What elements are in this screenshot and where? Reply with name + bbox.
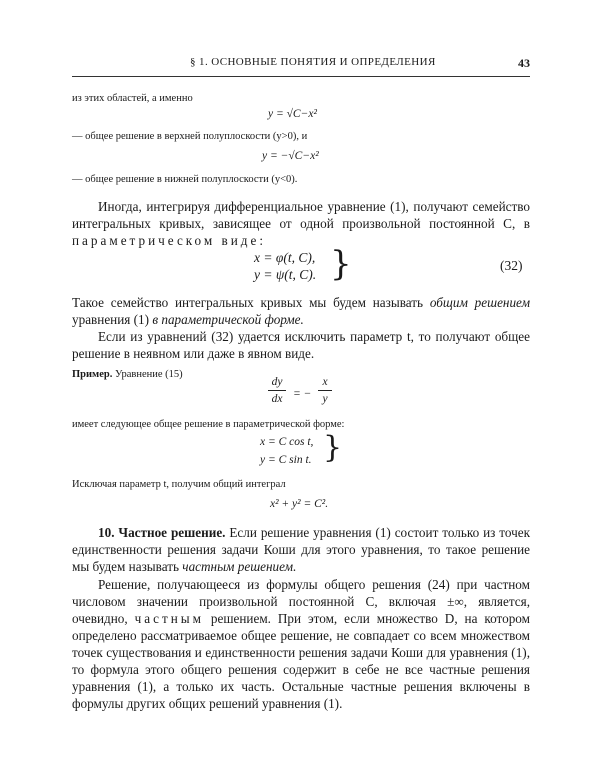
paragraph-parametric (72, 198, 530, 249)
denominator-y: y (322, 393, 328, 405)
equation-number: (32) (500, 258, 523, 273)
header-title: § 1. ОСНОВНЫЕ ПОНЯТИЯ И ОПРЕДЕЛЕНИЯ (190, 56, 436, 68)
equals-minus: = − (293, 388, 312, 400)
line-regions: из этих областей, а именно (72, 93, 193, 104)
right-brace-icon-2: } (323, 430, 343, 465)
example-eliminate: Исключая параметр t, получим общий интеграл (72, 479, 286, 490)
example-formula-y: y = C sin t. (260, 454, 312, 466)
section-10-title: 10. Частное решение. (98, 525, 226, 540)
p4-spaced: частным (134, 611, 204, 626)
right-brace-icon: } (330, 244, 352, 284)
p2-italic-2: в параметрической форме. (152, 312, 304, 327)
equation-32-x: x = φ(t, C), (254, 250, 316, 265)
paragraph-particular (72, 576, 530, 712)
example-label: Пример. (72, 369, 113, 380)
numerator-dy: dy (271, 376, 283, 388)
p2-text-a: Такое семейство интегральных кривых мы будем называть (72, 295, 424, 310)
example-intro (72, 368, 530, 382)
fraction-dy-dx (268, 376, 286, 405)
paragraph-eliminate: Если из уравнений (32) удается исключить параметр t, то получают общее решение в неявном или даже в явном виде. (72, 329, 530, 361)
fraction-bar (268, 390, 286, 391)
line-upper-halfplane: — общее решение в верхней полуплоскости (y>0), и (72, 131, 308, 142)
example-text: Уравнение (15) (114, 369, 183, 380)
page-number: 43 (518, 56, 530, 70)
formula-lower: y = −√C−x² (262, 150, 319, 162)
paragraph-general-solution (72, 294, 530, 328)
formula-upper: y = √C−x² (268, 108, 317, 120)
p4-text-a: Решение, получающееся из формулы общего решения (24) при частном числовом значении произвольной постоянной C, включая ±∞, является, очевидно, (72, 577, 530, 626)
paragraph-parametric-spaced: параметрическом виде: (72, 233, 267, 248)
fraction-x-y (318, 376, 332, 405)
p2-text-b: уравнения (1) (72, 312, 150, 327)
equation-32-y: y = ψ(t, C). (254, 267, 317, 282)
running-header (72, 54, 530, 77)
section-10-paragraph (72, 524, 530, 575)
fraction-bar-2 (318, 390, 332, 391)
denominator-dx: dx (271, 393, 283, 405)
p4-text-b: решением. При этом, если множество D, на котором определено рассматриваемое общее решение, не совпадает со всем множеством точек существования и единственности решения задачи Коши для уравнения (1), то формула этого общего решения содержит в себе не все частные решения уравнения (1), а только их часть. Остальные частные решения включены в формулы других общих решений уравнения (1). (72, 611, 530, 711)
general-integral-formula: x² + y² = C². (270, 498, 329, 510)
line-lower-halfplane: — общее решение в нижней полуплоскости (y<0). (72, 174, 298, 185)
p2-italic-1: общим решением (429, 295, 530, 310)
example-formula-x: x = C cos t, (260, 436, 314, 448)
section-10-italic: частным решением. (182, 559, 297, 574)
numerator-x: x (322, 376, 328, 388)
section-10-text: Если решение уравнения (1) состоит только из точек единственности решения задачи Коши для этого уравнения, то такое решение мы будем называть (72, 525, 530, 574)
example-param-form: имеет следующее общее решение в параметрической форме: (72, 419, 345, 430)
paragraph-parametric-text: Иногда, интегрируя дифференциальное уравнение (1), получают семейство интегральных кривых, зависящее от одной произвольной постоянной C, в (72, 199, 530, 231)
